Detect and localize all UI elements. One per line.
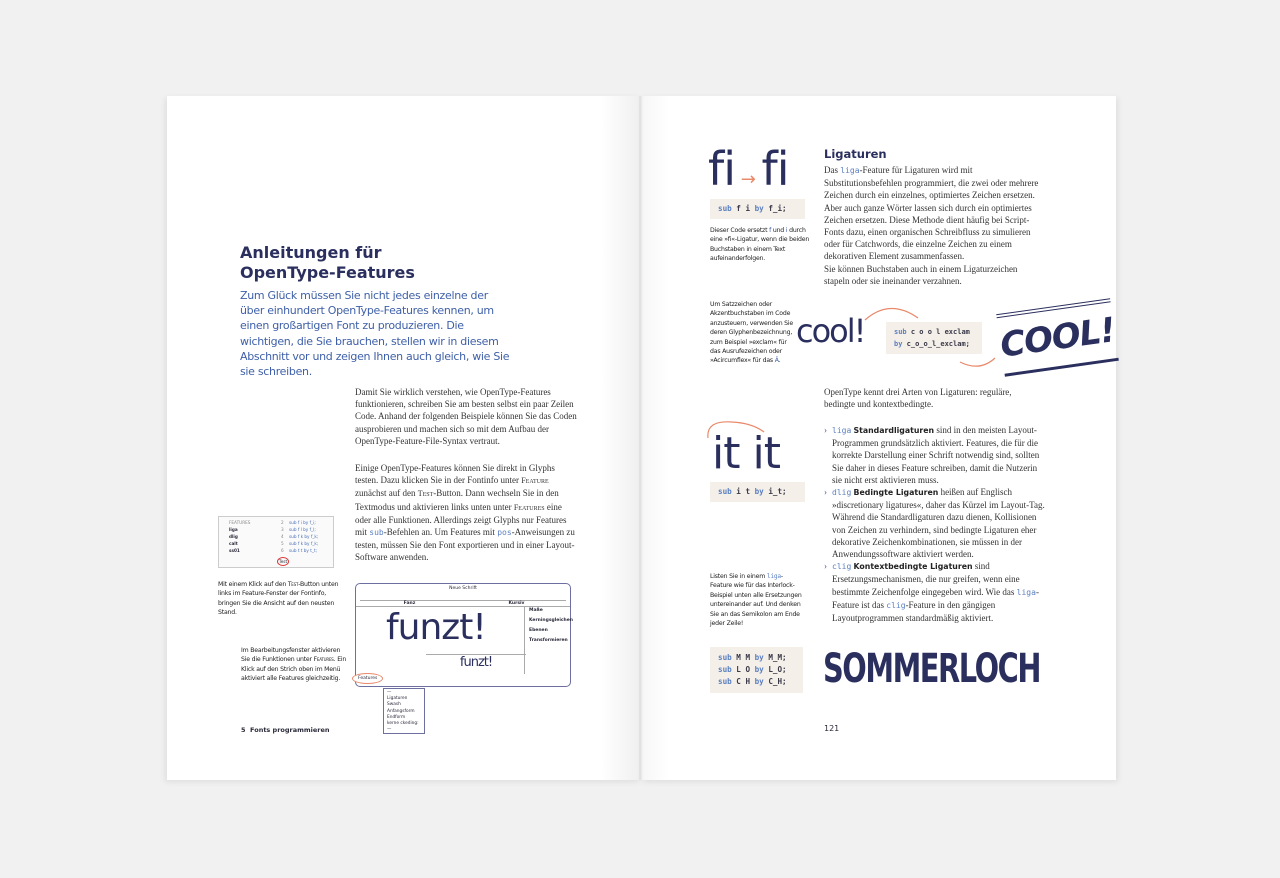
window-title: Neue Schrift	[449, 586, 477, 591]
code-sommerloch: sub M M by M_M; sub L O by L_O; sub C H by C_H;	[710, 647, 803, 693]
book-spine	[600, 96, 670, 780]
sample-text: funzt!	[386, 607, 486, 648]
body-paragraph-2: Einige OpenType-Features können Sie direkt in Glyphs testen. Dazu klicken Sie in der Fontinfo unter Feature zunächst auf den Test-Button. Dann wechseln Sie in den Textmodus und aktivieren links unten unter Features eine oder alle Funktionen. Allerdings zeigt Glyphs nur Features mit sub-Befehlen an. Um Features mit pos-Anweisungen zu testen, müssen Sie den Font exportieren und in einer Layout-Software anwenden.	[355, 463, 575, 563]
page-footer: 5 Fonts programmieren	[241, 726, 330, 734]
column-label: Kursiv	[508, 601, 525, 606]
ligaturen-paragraph: Das liga-Feature für Ligaturen wird mit Substitutionsbefehlen programmiert, die zwei oder mehrere Zeichen durch ein einzelnes, optimiertes Zeichen ersetzen. Aber auch ganze Wörter lassen sich durch ein optimiertes Zeichen ersetzen. Diese Methode dient häufig bei Script-Fonts dazu, einen organischen Schreibfluss zu simulieren oder für Catchwords, die einzelne Zeichen zu einem dekorativen Element zusammenfassen. Sie können Buchstaben auch in einem Ligaturzeichen stapeln oder sie ineinander verzahnen.	[824, 165, 1039, 286]
preview-text: funzt!	[426, 654, 526, 670]
feature-code: sub f i by f_i; sub f l by f_l; sub f k by f_k; sub f k by f_k; sub t t by t_t;	[289, 520, 319, 553]
list-item-liga: › liga Standardligaturen sind in den meisten Layout-Programmen grundsätzlich aktiviert. Features, die für die korrekte Darstellung einer Schrift notwendig sind, sollten Sie daher in dieses Feature schreiben, damit die Nutzerin sie nicht erst aktivieren muss.	[824, 424, 1046, 486]
sommerloch-logo: SOMMERLOCH	[823, 646, 1041, 692]
ligature-types-list	[824, 424, 1046, 624]
line-numbers: 2 3 4 5 6	[281, 520, 284, 553]
intro-text: Zum Glück müssen Sie nicht jedes einzelne der über einhundert OpenType-Features kennen, um einen großartigen Font zu produzieren. Die wichtigen, die Sie brauchen, stellen wir in diesem Abschnitt vor und zeigen Ihnen auch gleich, wie Sie sie schreiben.	[240, 289, 510, 379]
cool-demo-before: cool!	[796, 312, 865, 350]
features-dropdown[interactable]: — Ligaturen Swash Anfangsform Endform kerne ckeding: —	[383, 688, 425, 734]
caption-cool: Um Satzzeichen oder Akzentbuchstaben im Code anzusteuern, verwenden Sie deren Glyphenbezeichnung, zum Beispiel »exclam« für das Ausrufezeichen oder »Acircumflex« für das Â.	[710, 301, 794, 365]
features-button[interactable]: Features	[352, 673, 383, 684]
body-paragraph-1: Damit Sie wirklich verstehen, wie OpenType-Features funktionieren, schreiben Sie am besten selbst ein paar Zeilen Code. Anhand der folgenden Beispiele können Sie das Coden ausprobieren und machen sich so mit dem Aufbau der OpenType-Feature-File-Syntax vertraut.	[355, 387, 577, 446]
side-panel: Maße Kerningsgleichen Ebenen Transformieren	[524, 606, 573, 674]
fi-ligature-demo: fi → fi	[708, 142, 789, 196]
caption-features-menu: Im Bearbeitungsfenster aktivieren Sie die Funktionen unter Features. Ein Klick auf den Strich oben im Menü aktiviert alle Features gleichzeitig.	[241, 647, 347, 683]
test-button[interactable]: Test	[278, 559, 288, 564]
caption-fi: Dieser Code ersetzt f und i durch eine »fi«-Ligatur, wenn die beiden Buchstaben in einem Text aufeinanderfolgen.	[710, 227, 810, 263]
glyphs-app-window	[355, 583, 574, 687]
code-fi: sub f i by f_i;	[710, 199, 805, 219]
list-item-dlig: › dlig Bedingte Ligaturen heißen auf Englisch »discretionary ligatures«, daher das Kürzel im Layout-Tag. Während die Standardligaturen dazu dienen, Kollisionen von Zeichen zu verhindern, sind bedingte Ligaturen eher dekorative Zeichenkombinationen, sie müssen in der Anwendungssoftware aktiviert werden.	[824, 486, 1046, 560]
section-heading-ligaturen: Ligaturen	[824, 147, 887, 161]
feature-panel-screenshot	[218, 516, 334, 568]
caption-test-button: Mit einem Klick auf den Test-Button unten links im Feature-Fenster der Fontinfo, bringen Sie die Ansicht auf den neusten Stand.	[218, 581, 339, 617]
title-line: Anleitungen für	[240, 243, 382, 262]
code-cool: sub c o o l exclam by c_o_o_l_exclam;	[886, 322, 982, 354]
list-item-clig: › clig Kontextbedingte Ligaturen sind Ersetzungsmechanismen, die nur greifen, wenn eine bestimmte Zeichenfolge eingegeben wird. Wie das liga-Feature ist das clig-Feature in den gängigen Layoutprogrammen standardmäßig aktiviert.	[824, 560, 1046, 624]
page-number: 121	[824, 724, 840, 733]
title-line: OpenType-Features	[240, 263, 415, 282]
feature-list: FEATURES liga dlig calt ss01	[229, 520, 251, 553]
code-it: sub i t by i_t;	[710, 482, 805, 502]
toolbar	[360, 591, 566, 601]
ligature-types-paragraph: OpenType kennt drei Arten von Ligaturen: reguläre, bedingte und kontextbedingte.	[824, 387, 1012, 410]
column-label: Fanz	[403, 601, 416, 606]
page-title	[240, 243, 415, 283]
it-ligature-demo: it it	[712, 428, 780, 479]
cool-demo-after: COOL!	[996, 298, 1119, 376]
caption-list: Listen Sie in einem liga-Feature wie für das Interlock-Beispiel unten alle Ersetzungen untereinander auf. Und denken Sie an das Semikolon am Ende jeder Zeile!	[710, 573, 802, 628]
